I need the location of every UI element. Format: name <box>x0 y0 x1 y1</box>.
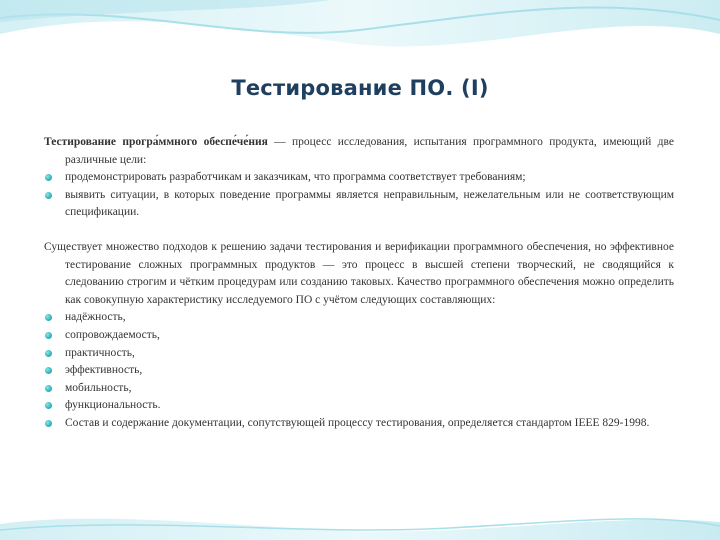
teal-dot-icon <box>45 332 52 339</box>
teal-dot-icon <box>45 174 52 181</box>
qualities-list <box>44 309 674 432</box>
quality-paragraph: Существует множество подходов к решению задачи тестирования и верификации программного обеспечения, но эффективное тестирование сложных программных продуктов — это процесс в высшей степени творческий, не сводящийся к следованию строгим и чётким процедурам или созданию таковых. Качество программного обеспечения можно определить как совокупную характеристику исследуемого ПО с учётом следующих составляющих: <box>44 240 674 306</box>
list-item: эффективность, <box>44 362 674 380</box>
list-item: мобильность, <box>44 380 674 398</box>
slide-content <box>44 134 674 433</box>
slide-title: Тестирование ПО. (I) <box>231 76 489 100</box>
list-item: надёжность, <box>44 309 674 327</box>
definition-paragraph <box>44 134 674 169</box>
teal-dot-icon <box>45 420 52 427</box>
teal-dot-icon <box>45 192 52 199</box>
list-item: сопровождаемость, <box>44 327 674 345</box>
list-item: продемонстрировать разработчикам и заказчикам, что программа соответствует требованиям; <box>44 169 674 187</box>
goals-list <box>44 169 674 222</box>
teal-dot-icon <box>45 314 52 321</box>
list-item: выявить ситуации, в которых поведение программы является неправильным, нежелательным или не соответствующим спецификации. <box>44 187 674 222</box>
teal-dot-icon <box>45 385 52 392</box>
definition-term: Тестирование програ́ммного обеспе́че́ния <box>44 136 268 148</box>
teal-dot-icon <box>45 350 52 357</box>
teal-dot-icon <box>45 367 52 374</box>
spacer <box>44 222 674 239</box>
list-item: практичность, <box>44 345 674 363</box>
definition-text: — процесс исследования, испытания программного продукта, имеющий две различные цели: <box>65 136 675 166</box>
teal-dot-icon <box>45 402 52 409</box>
list-item: Состав и содержание документации, сопутствующей процессу тестирования, определяется стандартом IEEE 829-1998. <box>44 415 674 433</box>
list-item: функциональность. <box>44 397 674 415</box>
